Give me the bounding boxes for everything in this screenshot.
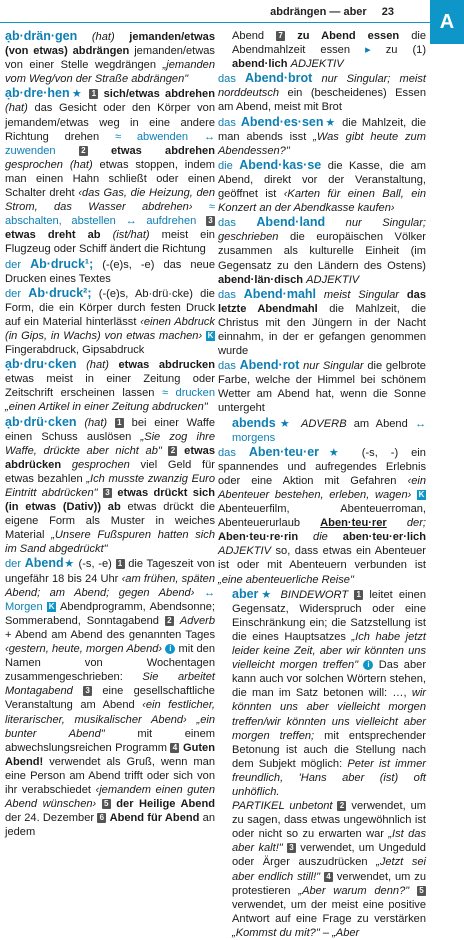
article: das bbox=[218, 217, 236, 230]
page-number: 23 bbox=[381, 6, 394, 18]
definition: so, dass etwas ein Abenteuer ist oder mit Abenteuern verbunden ist bbox=[218, 545, 426, 572]
sense-number: 1 bbox=[354, 590, 363, 600]
word-class: Adverb bbox=[179, 614, 215, 627]
antonym: ↔ Morgen bbox=[5, 586, 215, 613]
grammar: (-s, -) bbox=[361, 446, 399, 459]
definition: der 24. Dezember bbox=[5, 812, 95, 825]
example: „Ich habe jetzt leider keine Zeit, aber wir könnten uns vielleicht morgen treffen" bbox=[232, 630, 426, 672]
article: der bbox=[5, 287, 22, 300]
grammar: (ist/hat) bbox=[112, 229, 150, 242]
headword: ạb·dru·cken bbox=[5, 357, 77, 372]
example: ‹ein Abenteuer bestehen, erleben, wagen› bbox=[218, 474, 426, 501]
headword: Abend·kas·se bbox=[239, 157, 322, 172]
example: wir könnten uns aber vielleicht morgen treffen/wir könnten uns vielleicht aber morgen treffen; bbox=[232, 687, 426, 742]
definition: die Form, die ein Körper durch festen Druck auf ein Material hinterlässt bbox=[5, 287, 215, 328]
antonym: ↔ morgens bbox=[232, 417, 426, 444]
entry-abendkasse bbox=[218, 158, 426, 215]
usage-label: nur Singular; meist norddeutsch bbox=[218, 73, 426, 100]
grammar: (-s, -e) bbox=[78, 558, 112, 571]
arrow-icon: ▸ bbox=[365, 44, 371, 57]
article: die bbox=[218, 159, 233, 172]
usage-pattern: etwas abdrücken bbox=[5, 444, 215, 471]
article: der bbox=[5, 558, 22, 571]
entry-abend bbox=[5, 556, 215, 839]
example: „jemanden vom Weg/von der Straße abdrängen" bbox=[5, 59, 215, 86]
usage-note: Das aber kann auch vor solchen Wörtern stehen, die man im Satz betonen will: …, bbox=[232, 659, 427, 700]
definition: etwas stoppen, indem man einen Hahn schließt oder einen Schalter dreht bbox=[5, 158, 216, 200]
grammar: (-(e)s, Ab·drü·cke) bbox=[98, 287, 193, 300]
definition: das neue Drucken eines Textes bbox=[5, 258, 216, 285]
grammar: (hat) bbox=[5, 102, 28, 115]
definition: die Tageszeit von ungefähr 18 bis 24 Uhr bbox=[5, 558, 215, 585]
example: ‹das Gas, die Heizung, den Strom, das Wasser abdrehen› bbox=[5, 187, 215, 214]
entry-aber bbox=[218, 587, 426, 940]
headword: ạb·drü·cken bbox=[5, 414, 77, 429]
compounds: Fingerabdruck, Gipsabdruck bbox=[5, 344, 145, 357]
derived-word: aben·teu·er·lich bbox=[342, 531, 426, 544]
usage-pattern: etwas abdrehen bbox=[111, 144, 215, 157]
derived-word: Aben·teu·rer bbox=[320, 517, 387, 530]
entry-abdrucken bbox=[5, 357, 215, 414]
article: die bbox=[313, 531, 328, 544]
usage-pattern: sich/etwas abdrehen bbox=[103, 88, 215, 101]
example: ‹jemandem einen guten Abend wünschen› bbox=[5, 783, 216, 811]
headword: abends bbox=[232, 415, 276, 430]
definition: leitet einen Gegensatz, Widerspruch oder eine Einschränkung ein; die Satzstellung ist die eines Hauptsatzes bbox=[232, 588, 426, 643]
star-icon: ★ bbox=[63, 558, 75, 571]
article: das bbox=[218, 73, 236, 86]
compounds: Abenteuerfilm, Abenteuerroman, Abenteuerurlaub bbox=[218, 503, 426, 530]
cross-reference: zu (1) bbox=[385, 44, 427, 57]
article: das bbox=[218, 116, 236, 129]
entry-abendrot bbox=[218, 358, 426, 415]
entry-abenteuer bbox=[218, 445, 426, 587]
usage-pattern: das letzte Abendmahl bbox=[218, 288, 427, 315]
usage-pattern: etwas drückt sich (in etwas (Dativ)) ab bbox=[5, 487, 215, 514]
sense-number: 3 bbox=[103, 488, 112, 498]
definition: die Kasse, die am Abend, direkt vor der Veranstaltung, geöffnet ist bbox=[218, 159, 426, 201]
definition: eine gesellschaftliche Veranstaltung am Abend bbox=[5, 685, 215, 712]
example: „Ist das aber kalt!" bbox=[232, 828, 426, 855]
example: „einen Artikel in einer Zeitung abdrucken" bbox=[5, 401, 208, 414]
headword: Abend bbox=[24, 556, 64, 571]
entry-abendmahl bbox=[218, 287, 426, 358]
definition: meist ein Flugzeug oder Schiff ändert die Richtung bbox=[5, 229, 215, 256]
info-icon: i bbox=[363, 660, 373, 670]
synonyms: ≈ drucken bbox=[161, 387, 215, 400]
star-icon: ★ bbox=[69, 88, 84, 101]
example: ‹einen Abdruck (in Gips, in Wachs) von etwas machen› bbox=[5, 315, 215, 342]
right-column bbox=[218, 29, 426, 940]
derived-word: abend·lich bbox=[232, 58, 288, 71]
sense-number: 4 bbox=[324, 872, 333, 882]
definition: verwendet, um Ungeduld oder Ärger auszudrücken bbox=[232, 842, 426, 869]
sense-number: 3 bbox=[287, 843, 296, 853]
sense-number: 3 bbox=[83, 686, 92, 696]
definition: verwendet, um zu protestieren bbox=[232, 870, 426, 897]
example: „ein bunter Abend" bbox=[5, 713, 215, 740]
definition: verwendet als Gruß, wenn man eine Person am Abend trifft oder sich von ihr verabschiedet bbox=[5, 755, 215, 796]
definition: ein (bescheidenes) Essen am Abend, meist mit Brot bbox=[218, 87, 426, 114]
entry-abendbrot bbox=[218, 71, 426, 114]
definition: an jedem bbox=[5, 812, 215, 839]
grammar: (hat) bbox=[84, 416, 108, 429]
example: Peter ist immer freundlich, 'Hans aber (ist) oft unhöflich. bbox=[232, 757, 426, 798]
grammar: (-(e)s, -e) bbox=[102, 258, 155, 271]
sense-number: 1 bbox=[116, 559, 125, 569]
left-column bbox=[5, 29, 215, 839]
usage-note: mit den Namen von Wochentagen zusammengeschrieben: bbox=[5, 643, 215, 684]
sense-number: 2 bbox=[337, 801, 346, 811]
usage-label: meist Singular bbox=[323, 288, 399, 301]
sense-number: 2 bbox=[168, 446, 177, 456]
entry-abdrehen bbox=[5, 86, 215, 256]
word-class: PARTIKEL unbetont bbox=[232, 800, 333, 813]
usage-note: mit entsprechender Betonung ist auch die Stellung nach dem Subjekt möglich: bbox=[232, 729, 426, 770]
sense-number: 2 bbox=[165, 616, 174, 626]
definition: jemanden/etwas von einer Stelle wegdrängen bbox=[5, 45, 215, 72]
definition: die Mahlzeit, die man abends isst bbox=[218, 116, 427, 143]
headword: Ab·druck¹; bbox=[30, 256, 94, 271]
running-head bbox=[270, 6, 394, 18]
definition: verwendet, um zu sagen, dass etwas ungewöhnlich ist oder nicht so zu erwarten war bbox=[232, 800, 427, 841]
definition: + Abend am Abend des genannten Tages bbox=[5, 628, 215, 641]
headword: ạb·drän·gen bbox=[5, 29, 78, 43]
usage-pattern: der Heilige Abend bbox=[116, 798, 216, 811]
example: „Aber warum denn?" bbox=[298, 884, 410, 897]
grammar: (hat) bbox=[86, 359, 109, 372]
example: „Ich musste zwanzig Euro Eintritt abdrücken" bbox=[5, 472, 215, 499]
entry-abends bbox=[218, 416, 426, 445]
compounds: Abendprogramm, Abendsonne; Sommerabend, Sonntagabend bbox=[5, 600, 215, 627]
definition: mit einem abwechslungsreichen Programm bbox=[5, 727, 215, 754]
definition: die Mahlzeit, die Christus mit den Jüngern in der Nacht einnahm, in der er gefangen genommen wurde bbox=[218, 302, 427, 358]
sense-number: 6 bbox=[97, 813, 106, 823]
entry-abendessen bbox=[218, 115, 426, 158]
synonyms: ≈ abschalten, abstellen ↔ aufdrehen bbox=[5, 201, 215, 228]
compound-marker-icon: K bbox=[418, 490, 425, 499]
headword: Abend·brot bbox=[245, 71, 313, 86]
sense-number: 4 bbox=[170, 743, 179, 753]
star-icon: ★ bbox=[319, 446, 349, 459]
definition: bei einer Waffe einen Schuss auslösen bbox=[5, 416, 215, 443]
sense-number: 5 bbox=[102, 799, 111, 809]
definition: die europäischen Völker zusammen als kulturelle Einheit (im Gegensatz zu den Ländern des Ostens) bbox=[218, 231, 426, 272]
article: der bbox=[5, 258, 22, 271]
usage-pattern: Guten Abend! bbox=[5, 741, 215, 768]
derived-word: Aben·teu·re·rin bbox=[218, 531, 299, 544]
example: „Sie zog ihre Waffe, drückte aber nicht ab" bbox=[5, 430, 215, 457]
sense-number: 3 bbox=[206, 216, 215, 226]
headword: Aben·teu·er bbox=[248, 444, 320, 459]
sense-number: 1 bbox=[115, 418, 124, 428]
example: „Jetzt sei aber endlich still!" bbox=[232, 856, 426, 883]
definition: das Gesicht oder den Körper von jemandem/etwas weg in eine andere Richtung drehen bbox=[5, 102, 215, 143]
word-class: ADVERB bbox=[300, 417, 347, 430]
example: ‹am frühen, späten Abend; am Abend; gegen Abend› bbox=[5, 572, 215, 599]
headword: Abend·mahl bbox=[243, 286, 317, 301]
definition: die Abendmahlzeit essen bbox=[232, 30, 426, 57]
headword: Ab·druck²; bbox=[28, 285, 92, 300]
example: ‹ein festlicher, literarischer, musikalischer Abend› bbox=[5, 699, 215, 726]
example: „Kommst du mit?" – „Aber bbox=[232, 926, 360, 939]
usage-label: nur Singular; geschrieben bbox=[218, 217, 426, 244]
entry-abdruck-1 bbox=[5, 257, 215, 286]
star-icon: ★ bbox=[275, 417, 294, 430]
synonyms: ≈ abwenden ↔ zuwenden bbox=[5, 130, 215, 157]
example: ‹Karten für einen Ball, ein Konzert an der Abendkasse kaufen› bbox=[218, 188, 426, 215]
star-icon: ★ bbox=[258, 588, 275, 601]
derived-word: abend·län·disch bbox=[218, 273, 304, 286]
compound-marker-icon: K bbox=[207, 330, 214, 340]
word-class: ADJEKTIV bbox=[290, 58, 344, 71]
example: „Was gibt heute zum Abendessen?" bbox=[218, 130, 426, 157]
example: „eine abenteuerliche Reise" bbox=[218, 573, 354, 586]
sense-number: 5 bbox=[417, 886, 426, 896]
grammar: (hat) bbox=[91, 31, 115, 43]
usage-pattern: etwas dreht ab bbox=[5, 229, 101, 242]
headword: ạb·dre·hen bbox=[5, 86, 70, 101]
entry-abendland bbox=[218, 215, 426, 286]
usage-pattern: jemanden/etwas (von etwas) abdrängen bbox=[5, 31, 215, 58]
definition: etwas drückt die eigene Form als Muster in weiches Material bbox=[5, 501, 215, 542]
definition: verwendet, um der meist eine positive Antwort auf eine Frage zu verstärken bbox=[232, 898, 426, 925]
article: das bbox=[218, 446, 236, 459]
star-icon: ★ bbox=[323, 116, 338, 129]
register: gesprochen (hat) bbox=[5, 158, 93, 171]
register: gesprochen bbox=[71, 458, 130, 471]
example: ‹gestern, heute, morgen Abend› bbox=[5, 643, 163, 656]
example: Sie arbeitet Montagabend bbox=[5, 671, 215, 698]
info-icon: i bbox=[165, 644, 175, 654]
compound-marker-icon: K bbox=[48, 601, 55, 611]
header-rule bbox=[0, 22, 430, 23]
headword: Abend·rot bbox=[239, 358, 300, 373]
definition: viel Geld für etwas bezahlen bbox=[5, 458, 215, 485]
word-class: BINDEWORT bbox=[280, 588, 349, 601]
entry-abend-continued bbox=[218, 29, 426, 71]
entry-abdraengen bbox=[5, 29, 215, 86]
usage-pattern: Abend für Abend bbox=[109, 812, 200, 825]
running-head-words: abdrängen — aber bbox=[270, 6, 367, 18]
word-class: ADJEKTIV bbox=[218, 545, 272, 558]
sense-number: 1 bbox=[89, 89, 98, 99]
sense-number: 7 bbox=[276, 31, 285, 41]
entry-abdruck-2 bbox=[5, 286, 215, 357]
sense-number: 2 bbox=[79, 146, 88, 156]
article: das bbox=[218, 288, 236, 301]
usage-label: nur Singular bbox=[303, 360, 364, 373]
definition: Abend bbox=[232, 30, 265, 42]
definition: etwas meist in einer Zeitung oder Zeitschrift erscheinen lassen bbox=[5, 373, 215, 400]
definition: die gelbrote Farbe, welche der Himmel bei schönem Wetter am Abend hat, wenn die Sonne untergeht bbox=[218, 360, 426, 415]
article: der; bbox=[406, 517, 426, 530]
usage-pattern: etwas abdrucken bbox=[118, 359, 215, 372]
usage-pattern: zu Abend essen bbox=[297, 30, 400, 42]
example: „Unsere Fußspuren hatten sich im Sand abgedrückt" bbox=[5, 529, 215, 556]
headword: Abend·es·sen bbox=[240, 114, 324, 129]
word-class: ADJEKTIV bbox=[306, 273, 360, 286]
headword: aber bbox=[232, 586, 259, 601]
entry-abdruecken bbox=[5, 415, 215, 557]
letter-tab[interactable]: A bbox=[430, 0, 464, 44]
definition: am Abend bbox=[353, 417, 408, 430]
definition: ein spannendes und aufregendes Erlebnis oder eine Aktion mit Gefahren bbox=[218, 446, 426, 487]
headword: Abend·land bbox=[256, 215, 326, 230]
article: das bbox=[218, 360, 236, 373]
